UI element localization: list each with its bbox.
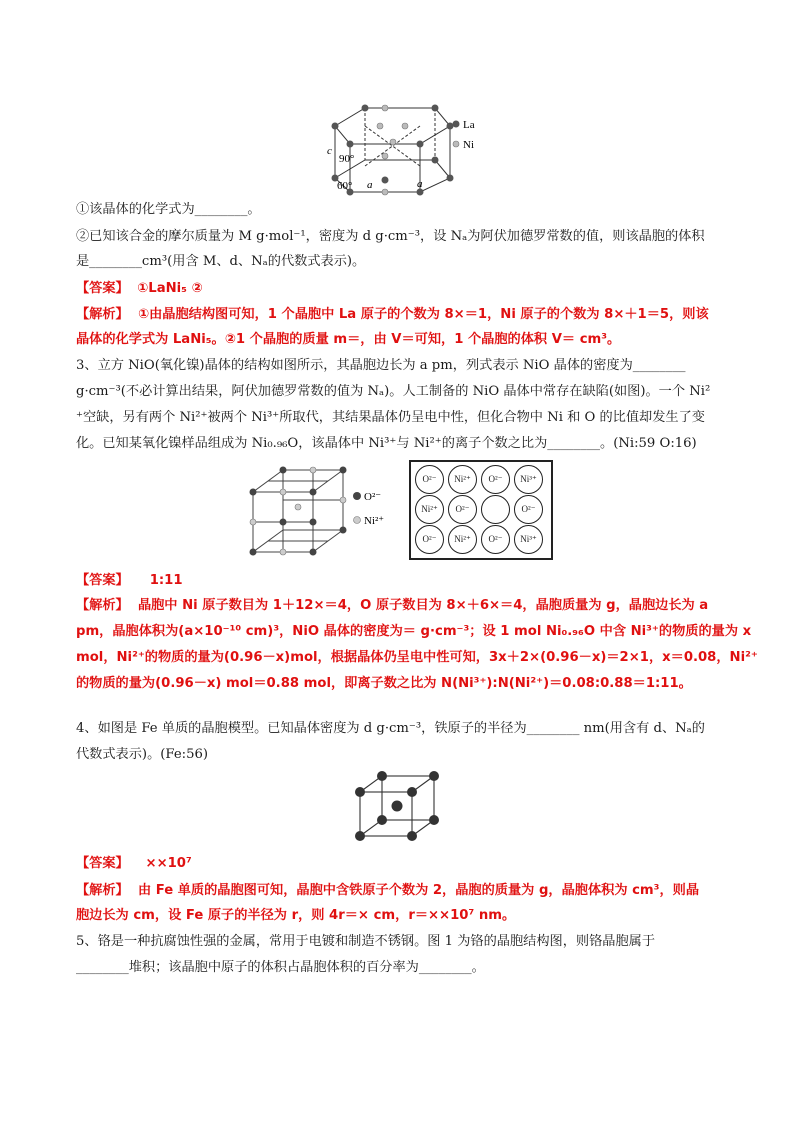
- defect-grid-cell: O²⁻: [448, 495, 477, 524]
- legend-ni: Ni²⁺: [364, 515, 385, 527]
- q4-explanation-2: 胞边长为 cm，设 Fe 原子的半径为 r，则 4r＝× cm，r＝××10⁷ nm。: [76, 908, 516, 923]
- defect-grid-cell: O²⁻: [415, 465, 444, 494]
- defect-grid-cell: Ni²⁺: [415, 495, 444, 524]
- answer-text: 1:11: [149, 573, 183, 588]
- q4-answer: [76, 854, 192, 874]
- q2-answer: [76, 279, 203, 299]
- q2-line-2: ②已知该合金的摩尔质量为 M g·mol⁻¹，密度为 d g·cm⁻³，设 Nₐ为阿伏加德罗常数的值，则该晶胞的体积: [76, 229, 705, 244]
- label-a1: a: [367, 179, 373, 191]
- q3-line-1: 3、立方 NiO(氧化镍)晶体的结构如图所示，其晶胞边长为 a pm，列式表示 NiO 晶体的密度为________: [76, 358, 686, 373]
- answer-tag: 【答案】: [76, 573, 129, 588]
- label-angle60: 60°: [337, 180, 353, 192]
- q5-line-2: ________堆积；该晶胞中原子的体积占晶胞体积的百分率为________。: [76, 960, 485, 975]
- defect-grid-cell: Ni²⁺: [448, 465, 477, 494]
- defect-grid-figure: [409, 460, 553, 560]
- label-a2: a: [417, 178, 423, 190]
- q4-explanation-1: [76, 881, 699, 901]
- answer-text: ①LaNi₅ ②: [137, 281, 203, 296]
- defect-grid-cell: Ni²⁺: [448, 525, 477, 554]
- defect-grid-cell: O²⁻: [514, 495, 543, 524]
- label-la: La: [463, 119, 475, 131]
- q2-line-1: ①该晶体的化学式为________。: [76, 202, 261, 217]
- explanation-text: ①由晶胞结构图可知，1 个晶胞中 La 原子的个数为 8×＝1，Ni 原子的个数为 8×＋1＝5，则该: [137, 307, 709, 322]
- q4-line-1: 4、如图是 Fe 单质的晶胞模型。已知晶体密度为 d g·cm⁻³，铁原子的半径为________ nm(用含有 d、Nₐ的: [76, 721, 705, 736]
- defect-grid-cell: O²⁻: [415, 525, 444, 554]
- explanation-tag: 【解析】: [76, 598, 129, 613]
- label-angle90: 90°: [339, 153, 355, 165]
- q3-line-3: ⁺空缺，另有两个 Ni²⁺被两个 Ni³⁺所取代，其结果晶体仍呈电中性，但化合物中 Ni 和 O 的比值却发生了变: [76, 410, 705, 425]
- q4-line-2: 代数式表示)。(Fe:56): [76, 747, 209, 762]
- defect-grid-cell: Ni³⁺: [514, 525, 543, 554]
- defect-grid-cell: Ni³⁺: [514, 465, 543, 494]
- label-c: c: [327, 145, 332, 157]
- lani5-cell-figure: [325, 96, 495, 196]
- q3-explanation-4: 的物质的量为(0.96－x) mol＝0.88 mol，即离子数之比为 N(Ni³⁺):N(Ni²⁺)＝0.08:0.88＝1:11。: [76, 676, 692, 691]
- q3-line-4: 化。已知某氧化镍样品组成为 Ni₀.₉₆O，该晶体中 Ni³⁺与 Ni²⁺的离子个数之比为________。(Ni:59 O:16): [76, 436, 697, 451]
- answer-text: ××10⁷: [145, 856, 192, 871]
- explanation-tag: 【解析】: [76, 883, 129, 898]
- answer-tag: 【答案】: [76, 281, 129, 296]
- q3-answer: [76, 571, 183, 591]
- q2-explanation-1: [76, 305, 709, 325]
- answer-tag: 【答案】: [76, 856, 129, 871]
- fe-bcc-cell-figure: [352, 770, 448, 842]
- label-ni: Ni: [463, 139, 474, 151]
- defect-grid-cell: O²⁻: [481, 525, 510, 554]
- q3-explanation-1: [76, 596, 708, 616]
- q5-line-1: 5、铬是一种抗腐蚀性强的金属，常用于电镀和制造不锈钢。图 1 为铬的晶胞结构图，则铬晶胞属于: [76, 934, 656, 949]
- explanation-tag: 【解析】: [76, 307, 129, 322]
- explanation-text: 由 Fe 单质的晶胞图可知，晶胞中含铁原子个数为 2，晶胞的质量为 g，晶胞体积为 cm³，则晶: [137, 883, 700, 898]
- q3-explanation-3: mol，Ni²⁺的物质的量为(0.96－x)mol，根据晶体仍呈电中性可知，3x＋2×(0.96－x)＝2×1，x＝0.08，Ni²⁺: [76, 650, 758, 665]
- q2-line-3: 是________cm³(用含 M、d、Nₐ的代数式表示)。: [76, 254, 366, 269]
- q3-line-2: g·cm⁻³(不必计算出结果，阿伏加德罗常数的值为 Nₐ)。人工制备的 NiO 晶体中常存在缺陷(如图)。一个 Ni²: [76, 384, 711, 399]
- q2-explanation-2: 晶体的化学式为 LaNi₅。②1 个晶胞的质量 m＝，由 V＝可知，1 个晶胞的体积 V＝ cm³。: [76, 332, 621, 347]
- legend-o: O²⁻: [364, 491, 382, 503]
- q3-explanation-2: pm，晶胞体积为(a×10⁻¹⁰ cm)³，NiO 晶体的密度为＝ g·cm⁻³；设 1 mol Ni₀.₉₆O 中含 Ni³⁺的物质的量为 x: [76, 624, 752, 639]
- defect-grid-cell: [481, 495, 510, 524]
- explanation-text: 晶胞中 Ni 原子数目为 1＋12×＝4，O 原子数目为 8×＋6×＝4，晶胞质量为 g，晶胞边长为 a: [137, 598, 709, 613]
- nio-lattice-figure: [245, 462, 405, 557]
- defect-grid-cell: O²⁻: [481, 465, 510, 494]
